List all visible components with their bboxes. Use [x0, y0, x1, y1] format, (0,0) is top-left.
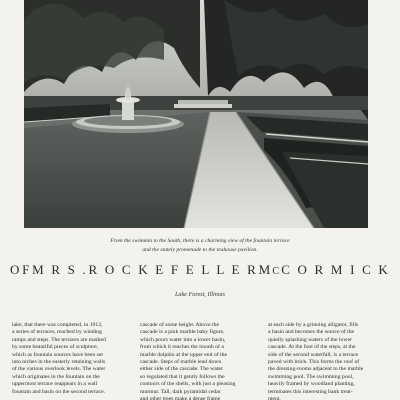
text-line: paved with brick. This forms the roof of [268, 359, 360, 366]
headline-mc-prefix: M [258, 262, 273, 277]
text-line: and other trees make a dense frame [140, 396, 221, 400]
garden-photograph [24, 0, 368, 228]
text-line: ment. [268, 396, 281, 400]
text-column [268, 322, 384, 400]
text-line: a basin and becomes the source of the [268, 329, 355, 336]
text-line: by some beautiful pieces of sculpture, [12, 344, 99, 351]
body-text-columns [12, 322, 384, 400]
text-line: cascade is a pink marble baby figure, [140, 329, 225, 336]
text-line: uppermost terrace reappears in a wall [12, 381, 98, 388]
headline-word: R O C K E F E L L E R [88, 262, 259, 277]
text-line: marble dolphin at the upper end of the [140, 351, 228, 358]
text-line: side of the second waterfall, is a terrace [268, 351, 359, 358]
location-subtitle: Lake Forest, Illinois [174, 291, 226, 298]
text-line: either side of the cascade. The water [140, 366, 223, 373]
text-line: terminates this interesting bank treat- [268, 388, 353, 395]
photo-caption [40, 237, 360, 254]
headline-word: O [10, 262, 22, 277]
text-column [140, 322, 256, 400]
text-line: cascade. At the foot of the steps, at the [268, 344, 356, 351]
text-line: into niches in the easterly retaining walls [12, 359, 106, 366]
caption-line: and the stately promenade to the teahouse pavilion. [142, 246, 258, 253]
headline-mc-small: C [272, 266, 282, 277]
text-line: which as fountain sources have been set [12, 351, 103, 358]
text-line: fountain and basin on the second terrace. [12, 388, 106, 395]
headline-word-mccormick [259, 262, 390, 278]
text-line: cascade of some height. Above the [140, 322, 219, 328]
text-line: cascade. Steps of marble lead down [140, 359, 222, 366]
article-headline [10, 262, 390, 278]
text-column [12, 322, 128, 400]
text-line: murmur. Tall, dark pyramidal cedar [140, 388, 221, 395]
caption-line: From the swimmin to the South, there is a charming view of the fountain terrace [110, 238, 290, 244]
text-line: heavily framed by woodland planting, [268, 381, 355, 388]
text-line: from which it reaches the mouth of a [140, 344, 224, 351]
text-line: which originates in the fountain on the [12, 373, 100, 380]
text-line: lake, that there was completed, in 1912, [12, 322, 103, 328]
text-line: ramps and steps. The terraces are marked [12, 336, 106, 343]
text-line: which pours water into a lower basin, [140, 336, 226, 343]
text-line: of the various overlook levels. The water [12, 366, 106, 373]
headline-word: F [22, 262, 32, 277]
text-line: so regulated that it gently follows the [140, 373, 225, 380]
garden-photo-illustration [24, 0, 368, 228]
text-line: quietly splashing waters of the lower [268, 336, 352, 343]
headline-mc-rest: C O R M I C K [281, 262, 390, 277]
text-line: contours of the shells, with just a pleasing [140, 381, 236, 388]
text-line: at each side by a grinning alligator, fills [268, 322, 359, 328]
text-line: swimming pool. The swimming pool, [268, 373, 354, 380]
text-line: a series of terraces, reached by winding [12, 329, 102, 336]
headline-word: M R S . [32, 262, 88, 277]
text-line: the dressing-rooms adjacent to the marble [268, 366, 364, 373]
